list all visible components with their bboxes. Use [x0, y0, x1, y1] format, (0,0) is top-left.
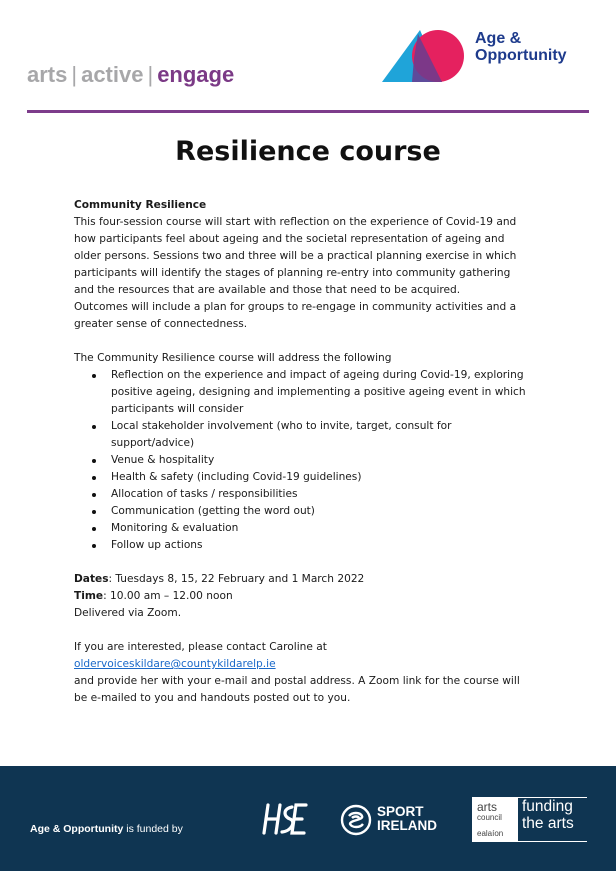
intro-line: This four-session course will start with reflection on the experience of Covid-19 and: [74, 216, 517, 228]
intro-paragraph: [74, 214, 544, 333]
delivery-line: Delivered via Zoom.: [74, 607, 182, 619]
funded-by-text: Age & Opportunity is funded by: [30, 823, 183, 835]
time-line: Time: 10.00 am – 12.00 noon: [74, 590, 233, 602]
intro-line: older persons. Sessions two and three will be a practical planning exercise in which: [74, 250, 517, 262]
list-item: Monitoring & evaluation: [111, 520, 544, 537]
section-heading: Community Resilience: [74, 199, 207, 211]
logo-line-1: Age &: [475, 30, 522, 47]
funding-the-arts-text: funding the arts: [517, 798, 587, 841]
sport-ireland-icon: [340, 804, 372, 836]
logo-text: [475, 30, 567, 64]
header-divider: [27, 110, 589, 113]
hse-logo: [262, 801, 308, 841]
tagline-engage: engage: [157, 62, 235, 87]
hse-icon: [262, 801, 308, 837]
intro-line: participants will identify the stages of planning re-entry into community gathering: [74, 267, 511, 279]
topics-list: [74, 367, 544, 554]
arts-council-mark: arts council ealaíon: [473, 798, 517, 841]
contact-rest-line: and provide her with your e-mail and postal address. A Zoom link for the course will: [74, 675, 520, 687]
contact-email-link[interactable]: oldervoiceskildare@countykildarelp.ie: [74, 658, 276, 670]
contact-email-row: [74, 656, 544, 673]
sport-ireland-logo: [340, 804, 437, 840]
logo-line-2: Opportunity: [475, 47, 567, 64]
tagline-arts: arts: [27, 62, 68, 87]
intro-line: greater sense of connectedness.: [74, 318, 248, 330]
list-item: Follow up actions: [111, 537, 544, 554]
page-title: Resilience course: [175, 136, 441, 167]
tagline-active: active: [81, 62, 144, 87]
contact-rest-line: be e-mailed to you and handouts posted out to you.: [74, 692, 351, 704]
intro-line: Outcomes will include a plan for groups to re-engage in community activities and a: [74, 301, 517, 313]
dates-line: Dates: Tuesdays 8, 15, 22 February and 1 March 2022: [74, 573, 365, 585]
logo-mark-icon: [380, 28, 472, 86]
tagline-separator: |: [71, 62, 78, 87]
contact-line: If you are interested, please contact Caroline at: [74, 641, 327, 653]
sport-ireland-text: SPORT IRELAND: [377, 804, 437, 833]
footer-banner: [0, 766, 616, 871]
list-item: Health & safety (including Covid-19 guidelines): [111, 469, 544, 486]
intro-line: how participants feel about ageing and the societal representation of ageing and: [74, 233, 505, 245]
arts-council-logo: [472, 797, 587, 842]
list-item: Venue & hospitality: [111, 452, 544, 469]
list-item: Communication (getting the word out): [111, 503, 544, 520]
list-item: Reflection on the experience and impact of ageing during Covid-19, exploring positive ageing, designing and implementing a positive ageing event in which participants will consider: [111, 367, 544, 418]
list-intro: The Community Resilience course will address the following: [74, 352, 392, 364]
intro-line: and the resources that are available and those that need to be acquired.: [74, 284, 461, 296]
tagline: [27, 62, 234, 88]
document-body: [74, 197, 544, 707]
list-item: Local stakeholder involvement (who to invite, target, consult for support/advice): [111, 418, 544, 452]
age-opportunity-logo: [380, 28, 595, 86]
tagline-separator: |: [147, 62, 154, 87]
list-item: Allocation of tasks / responsibilities: [111, 486, 544, 503]
